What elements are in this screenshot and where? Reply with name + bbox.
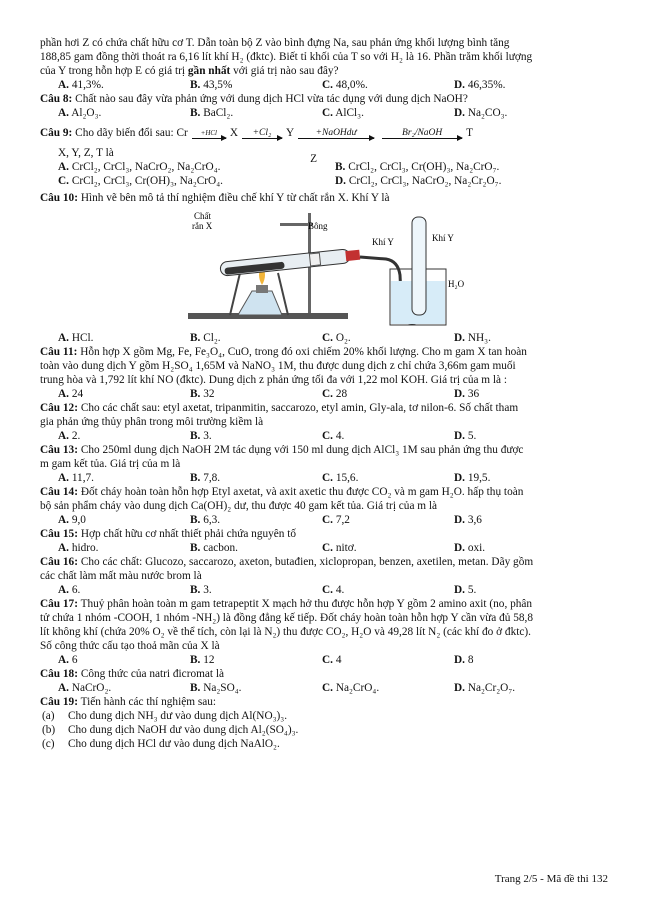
arrow-1: +HCl [192, 128, 226, 139]
cotton-plug [309, 253, 320, 266]
species-cr: Cr [176, 127, 188, 139]
option-b[interactable]: B. CrCl₂, CrCl₃, Cr(OH)₃, Na₂CrO₇. [335, 161, 500, 173]
option-a[interactable]: A. Al₂O₃. [58, 107, 102, 119]
species-z: Z [310, 152, 318, 165]
label-solid-x [192, 211, 213, 231]
experiment-list [40, 709, 612, 751]
question-stem: Câu 17: Thuỷ phân hoàn toàn m gam tetrapeptit X mạch hở thu được hỗn hợp Y gồm 2 amino axit (no, phân [40, 598, 533, 610]
question-stem: Câu 10: Hình vẽ bên mô tả thí nghiệm điều chế khí Y từ chất rắn X. Khí Y là [40, 192, 390, 204]
apparatus-diagram [160, 205, 465, 331]
option-a[interactable]: A. NaCrO₂. [58, 682, 112, 694]
answer-options [40, 387, 612, 401]
option-b[interactable]: B. 6,3. [190, 514, 221, 526]
text-line: Số công thức cấu tạo thoả mãn của X là [40, 640, 220, 652]
answer-options [40, 106, 612, 120]
question-stem: Câu 13: Cho 250ml dung dịch NaOH 2M tác dụng với 150 ml dung dịch AlCl₃ 1M sau phản ứng thu được [40, 444, 524, 456]
option-c[interactable]: C. 28 [322, 388, 348, 400]
option-b[interactable]: B. BaCl₂. [190, 107, 234, 119]
option-d[interactable]: D. 8 [454, 654, 474, 666]
question-10 [40, 191, 612, 345]
question-16 [40, 555, 612, 597]
exam-page [40, 36, 612, 751]
answer-options [40, 471, 612, 485]
question-stem: Câu 15: Hợp chất hữu cơ nhất thiết phải chứa nguyên tố [40, 528, 297, 540]
question-stem: Câu 8: Chất nào sau đây vừa phản ứng với dung dịch HCl vừa tác dụng với dung dịch NaOH? [40, 93, 468, 105]
answer-options [40, 78, 612, 92]
question-7-continued [40, 36, 612, 92]
option-d[interactable]: D. Na₂CO₃. [454, 107, 508, 119]
option-b[interactable]: B. 7,8. [190, 472, 221, 484]
option-c[interactable]: C. Na₂CrO₄. [322, 682, 380, 694]
question-label: Câu 9: [40, 127, 73, 139]
option-c[interactable]: C. nitơ. [322, 542, 357, 554]
option-c[interactable]: C. 4 [322, 654, 342, 666]
text-line: các chất làm mất màu nước brom là [40, 570, 202, 582]
question-stem: Câu 12: Cho các chất sau: etyl axetat, tripanmitin, saccarozo, etyl amin, Gly-ala, tơ nilon-6. Số chất tham [40, 402, 519, 414]
label-cotton: Bông [308, 221, 328, 231]
page-footer: Trang 2/5 - Mã đề thi 132 [494, 873, 608, 885]
label-solid-x-2: rắn X [192, 221, 213, 231]
option-a[interactable]: A. HCl. [58, 332, 94, 344]
species-x: X [229, 127, 238, 139]
option-b[interactable]: B. 32 [190, 388, 215, 400]
collecting-tube [412, 217, 426, 315]
option-c[interactable]: C. AlCl₃. [322, 107, 364, 119]
text-line: lít không khí (chứa 20% O₂ về thể tích, còn lại là N₂) thu được CO₂, H₂O và 49,28 lít N₂ (các khí đo ở đktc). [40, 626, 531, 638]
answer-options [40, 583, 612, 597]
answer-options [40, 513, 612, 527]
question-13 [40, 443, 612, 485]
text-line: m gam kết tủa. Giá trị của m là [40, 458, 181, 470]
option-a[interactable]: A. 6 [58, 654, 78, 666]
option-d[interactable]: D. 5. [454, 430, 477, 442]
option-d[interactable]: D. CrCl₂, CrCl₃, NaCrO₂, Na₂Cr₂O₇. [335, 175, 502, 187]
option-c[interactable]: C. 15,6. [322, 472, 359, 484]
option-a[interactable]: A. CrCl₂, CrCl₃, NaCrO₂, Na₂CrO₄. [58, 161, 221, 173]
text-line: của Y trong hỗn hợp E có giá trị gần nhất với giá trị nào sau đây? [40, 65, 339, 77]
option-c[interactable]: C. 48,0%. [322, 79, 368, 91]
question-17 [40, 597, 612, 667]
answer-options [40, 541, 612, 555]
question-8 [40, 92, 612, 120]
option-a[interactable]: A. 6. [58, 584, 81, 596]
option-d[interactable]: D. 36 [454, 388, 480, 400]
experiment-item: (c) Cho dung dịch HCl dư vào dung dịch NaAlO₂. [42, 738, 280, 750]
question-9 [40, 120, 612, 188]
arrow-3: +NaOHdư Z [298, 128, 374, 139]
alcohol-lamp [238, 291, 282, 315]
question-19 [40, 695, 612, 751]
option-d[interactable]: D. oxi. [454, 542, 486, 554]
label-solid-x-1: Chất [194, 211, 211, 221]
stopper [345, 250, 360, 261]
option-b[interactable]: B. 3. [190, 584, 212, 596]
option-c[interactable]: C. 4. [322, 584, 345, 596]
question-15 [40, 527, 612, 555]
option-a[interactable]: A. 41,3%. [58, 79, 104, 91]
option-b[interactable]: B. Cl₂. [190, 332, 221, 344]
answer-options [40, 331, 612, 345]
option-c[interactable]: C. 4. [322, 430, 345, 442]
option-d[interactable]: D. 19,5. [454, 472, 491, 484]
option-b[interactable]: B. 43,5% [190, 79, 233, 91]
species-t: T [466, 127, 474, 139]
option-b[interactable]: B. Na₂SO₄. [190, 682, 242, 694]
experiment-item: (a) Cho dung dịch NH₃ dư vào dung dịch Al(NO₃)₃. [42, 710, 288, 722]
option-c[interactable]: C. CrCl₂, CrCl₃, Cr(OH)₃, Na₂CrO₄. [58, 175, 223, 187]
option-d[interactable]: D. 5. [454, 584, 477, 596]
option-a[interactable]: A. 2. [58, 430, 81, 442]
text-line: trung hòa và 1,792 lít khí NO (đktc). Dung dịch z phản ứng tối đa với 1,22 mol KOH. Giá trị của m là : [40, 374, 508, 386]
label-gas-y-right: Khí Y [432, 233, 454, 243]
option-a[interactable]: A. hidro. [58, 542, 99, 554]
emphasis: gần nhất [187, 65, 231, 77]
label-water: H₂O [448, 279, 465, 289]
text-line: phần hơi Z có chứa chất hữu cơ T. Dẫn toàn bộ Z vào bình đựng Na, sau phản ứng khối lượng bình tăng [40, 37, 510, 49]
text-line: gia phản ứng thủy phân trong môi trường kiềm là [40, 416, 264, 428]
answer-options [40, 429, 612, 443]
option-d[interactable]: D. 46,35%. [454, 79, 506, 91]
question-stem: Câu 18: Công thức của natri đicromat là [40, 668, 225, 680]
text-line: bộ sản phẩm cháy vào dung dịch Ca(OH)₂ dư, thu được 40 gam kết tủa. Giá trị của m là [40, 500, 438, 512]
option-d[interactable]: D. Na₂Cr₂O₇. [454, 682, 516, 694]
lab-apparatus-figure [40, 205, 612, 331]
text-line: tử chứa 1 nhóm -COOH, 1 nhóm -NH₂) là đồng đẳng kế tiếp. Đốt cháy hoàn toàn hỗn hợp Y cần vừa đủ 58,8 [40, 612, 534, 624]
arrow-2: +Cl₂ [242, 128, 282, 139]
question-14 [40, 485, 612, 527]
question-11 [40, 345, 612, 401]
question-stem: Câu 19: Tiến hành các thí nghiệm sau: [40, 696, 217, 708]
experiment-item: (b) Cho dung dịch NaOH dư vào dung dịch Al₂(SO₄)₃. [42, 724, 299, 736]
text-line: toàn vào dung dịch Y gồm H₂SO₄ 1,65M và NaNO₃ 1M, thu được dung dịch z chỉ chứa 3,66m gam muối [40, 360, 516, 372]
question-stem: Cho dãy biến đổi sau: [75, 127, 174, 139]
species-y: Y [285, 127, 295, 139]
option-a[interactable]: A. 11,7. [58, 472, 94, 484]
answer-options [40, 160, 612, 174]
question-stem: Câu 14: Đốt cháy hoàn toàn hỗn hợp Etyl axetat, và axit axetic thu được CO₂ và m gam H₂O. hấp thụ toàn [40, 486, 524, 498]
option-b[interactable]: B. 12 [190, 654, 215, 666]
option-a[interactable]: A. 9,0 [58, 514, 86, 526]
option-a[interactable]: A. 24 [58, 388, 84, 400]
option-b[interactable]: B. cacbon. [190, 542, 238, 554]
question-18 [40, 667, 612, 695]
option-c[interactable]: C. 7,2 [322, 514, 350, 526]
answer-options [40, 681, 612, 695]
option-d[interactable]: D. NH₃. [454, 332, 491, 344]
option-d[interactable]: D. 3,6 [454, 514, 482, 526]
answer-options [40, 653, 612, 667]
label-gas-y-left: Khí Y [372, 237, 394, 247]
question-line: X, Y, Z, T là [58, 147, 114, 159]
option-c[interactable]: C. O₂. [322, 332, 351, 344]
text-line: 188,85 gam đồng thời thoát ra 6,16 lít khí H₂ (đktc). Biết tỉ khối của T so với H₂ là 16. Phần trăm khối lượng [40, 51, 533, 63]
arrow-4: Br₂/NaOH [382, 128, 462, 139]
answer-options [40, 174, 612, 188]
option-b[interactable]: B. 3. [190, 430, 212, 442]
question-stem: Câu 11: Hỗn hợp X gồm Mg, Fe, Fe₃O₄, CuO, trong đó oxi chiếm 20% khối lượng. Cho m gam X tan hoàn [40, 346, 527, 358]
question-stem: Câu 16: Cho các chất: Glucozo, saccarozo, axeton, butađien, xiclopropan, benzen, axetilen, metan. Dãy gồm [40, 556, 534, 568]
question-12 [40, 401, 612, 443]
